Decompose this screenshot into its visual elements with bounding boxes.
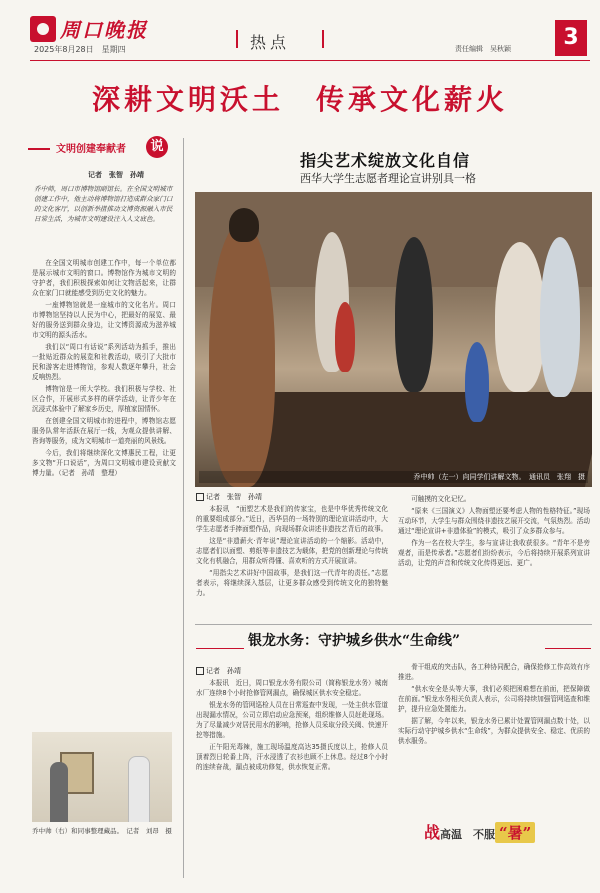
body-paragraph: 本报讯 近日，周口银龙水务有限公司（简称银龙水务）城南水厂连续8个小时抢修管网漏点，确保城区供水安全稳定。 xyxy=(196,679,388,697)
slogan-part-3: “暑” xyxy=(495,822,535,843)
issue-date: 2025年8月28日 星期四 xyxy=(34,45,126,54)
page-headline: 深耕文明沃土 传承文化薪火 xyxy=(91,83,508,116)
column-body xyxy=(32,258,176,480)
photo-person-head xyxy=(229,208,259,242)
article2-reporter xyxy=(196,492,262,502)
article3-reporter xyxy=(196,666,241,676)
article3-col-b xyxy=(398,662,590,748)
body-paragraph: 这是“非遗薪火·青年说”理论宣讲活动的一个缩影。活动中，志愿者们以面塑、剪纸等非遗技艺为载体，把党的创新理论与传统文化有机融合，用群众听得懂、喜欢听的方式开展宣讲。 xyxy=(196,537,388,565)
newspaper-logo-icon xyxy=(30,16,56,42)
body-paragraph: 今后，我们将继续深化文博惠民工程，让更多文物“开口说话”，为周口文明城市建设贡献文博力量。（记者 孙靖 整理） xyxy=(32,449,176,477)
section-bar-right xyxy=(322,30,324,48)
reporter-box-icon xyxy=(196,667,204,675)
section-label: 热点 xyxy=(250,33,291,52)
article2-photo xyxy=(195,192,592,487)
campaign-slogan xyxy=(424,820,535,843)
section-bar-left xyxy=(236,30,238,48)
body-paragraph: 银龙水务的管网巡检人员在日常巡查中发现，一处主供水管道出现漏水情况，公司立即启动应急预案，组织维修人员赶赴现场。为了尽量减少对居民用水的影响，抢修人员采取分段关阀、快速开挖等措施。 xyxy=(196,701,388,739)
article2-col-a xyxy=(196,504,388,600)
column-byline: 记者 张智 孙靖 xyxy=(88,171,144,179)
photo-puppet xyxy=(465,342,489,422)
museum-photo xyxy=(32,732,172,822)
article2-title: 指尖艺术绽放文化自信 xyxy=(300,151,471,170)
article2-photo-caption: 乔中帅（左一）向同学们讲解文物。 通讯员 张翔 摄 xyxy=(199,471,588,483)
article3-col-a xyxy=(196,678,388,774)
article2-subtitle: 西华大学生志愿者理论宣讲别具一格 xyxy=(300,172,476,185)
photo-puppet xyxy=(335,302,355,372)
body-paragraph: 一座博物馆就是一座城市的文化名片。周口市博物馆坚持以人民为中心，把最好的展览、最好的服务送到群众身边，让文博资源成为滋养城市文明的源头活水。 xyxy=(32,301,176,339)
kicker-badge: 说 xyxy=(146,136,168,158)
column-intro: 乔中帅，周口市博物馆副馆长。在全国文明城市创建工作中，他主动将博物馆打造成群众家门口的文化客厅，以创新举措推动文博资源融入市民日常生活，为城市文明建设注入人文底色。 xyxy=(34,185,173,223)
person-left xyxy=(50,762,68,822)
body-paragraph: 作为一名在校大学生，参与宣讲让我收获很多。“青年不是旁观者，而是传承者。”志愿者们纷纷表示，今后将持续开展系列宣讲活动，让党的声音和传统文化传得更远、更广。 xyxy=(398,539,590,567)
reporter-box-icon xyxy=(196,493,204,501)
photo-person xyxy=(395,237,433,392)
article3-divider xyxy=(195,624,592,625)
title-rule-right xyxy=(545,648,591,649)
body-paragraph: “供水安全是头等大事，我们必须把困难想在前面，把保障做在前面。”银龙水务相关负责人表示，公司将持续加强管网巡查和维护，提升应急处置能力。 xyxy=(398,685,590,713)
slogan-part-2: 高温 不服 xyxy=(440,828,496,841)
body-paragraph: 据了解，今年以来，银龙水务已累计处置管网漏点数十处，以实际行动守护城乡供水“生命线”，为群众提供安全、稳定、优质的供水服务。 xyxy=(398,717,590,745)
body-paragraph: 在全国文明城市创建工作中，每一个单位都是展示城市文明的窗口。博物馆作为城市文明的守护者，我们积极探索如何让文物活起来，让群众在家门口就能感受到历史文化的魅力。 xyxy=(32,259,176,297)
masthead-rule xyxy=(30,60,590,61)
kicker-text: 文明创建奉献者 xyxy=(56,144,126,155)
article2-reporter-text: 记者 张智 孙靖 xyxy=(206,493,262,501)
editor-credit: 责任编辑 吴秋颖 xyxy=(455,45,511,53)
photo-person xyxy=(540,237,580,397)
kicker-line xyxy=(28,148,50,150)
body-paragraph: 在创建全国文明城市的进程中，博物馆志愿服务队常年活跃在展厅一线，为观众提供讲解、咨询等服务，成为文明城市一道亮丽的风景线。 xyxy=(32,417,176,445)
body-paragraph: “用指尖艺术讲好中国故事，是我们这一代青年的责任。”志愿者表示，将继续深入基层，让更多群众感受到传统文化的独特魅力。 xyxy=(196,569,388,597)
slogan-part-1: 战 xyxy=(424,823,441,842)
article2-col-b xyxy=(398,494,590,570)
article3-reporter-text: 记者 孙靖 xyxy=(206,667,241,675)
body-paragraph: 可触摸的文化记忆。 xyxy=(411,495,471,503)
body-paragraph: “原来《三国演义》人物面塑还要考虑人物的性格特征。”现场互动环节，大学生与群众围绕非遗技艺展开交流，气氛热烈。活动通过“理论宣讲+非遗体验”的模式，吸引了众多群众参与。 xyxy=(398,507,590,535)
column-divider xyxy=(183,138,184,878)
photo-person xyxy=(495,242,545,392)
body-paragraph: 本报讯 “面塑艺术是我们的传家宝，也是中华优秀传统文化的重要组成部分。”近日，西华县的一场特别的理论宣讲活动中，大学生志愿者手捧面塑作品，向现场群众讲述非遗技艺背后的故事。 xyxy=(196,505,388,533)
masthead xyxy=(0,0,600,62)
title-rule-left xyxy=(196,648,244,649)
body-paragraph: 我们以“周口有话说”系列活动为抓手，推出一批贴近群众的展览和社教活动，吸引了大批市民和游客走进博物馆，参观人数逐年攀升，社会反响热烈。 xyxy=(32,343,176,381)
body-paragraph: 正午阳光毒辣，施工现场温度高达35摄氏度以上，抢修人员顶着烈日轮番上阵，汗水浸透了衣衫也顾不上休息。经过8个小时的连续奋战，漏点被成功修复，供水恢复正常。 xyxy=(196,743,388,771)
page-number: 3 xyxy=(555,20,587,56)
newspaper-logo: 周口晚报 xyxy=(60,18,148,42)
museum-photo-caption: 乔中帅（右）和同事整理藏品。 记者 刘昂 摄 xyxy=(32,827,172,835)
body-paragraph: 骨干组成的突击队，各工种协同配合，确保抢修工作高效有序推进。 xyxy=(398,663,590,681)
article3-title: 银龙水务：守护城乡供水“生命线” xyxy=(248,633,461,649)
photo-person-speaker xyxy=(209,222,275,487)
person-right xyxy=(128,756,150,822)
body-paragraph: 博物馆是一所大学校。我们积极与学校、社区合作，开展形式多样的研学活动，让青少年在沉浸式体验中了解家乡历史，厚植家国情怀。 xyxy=(32,385,176,413)
